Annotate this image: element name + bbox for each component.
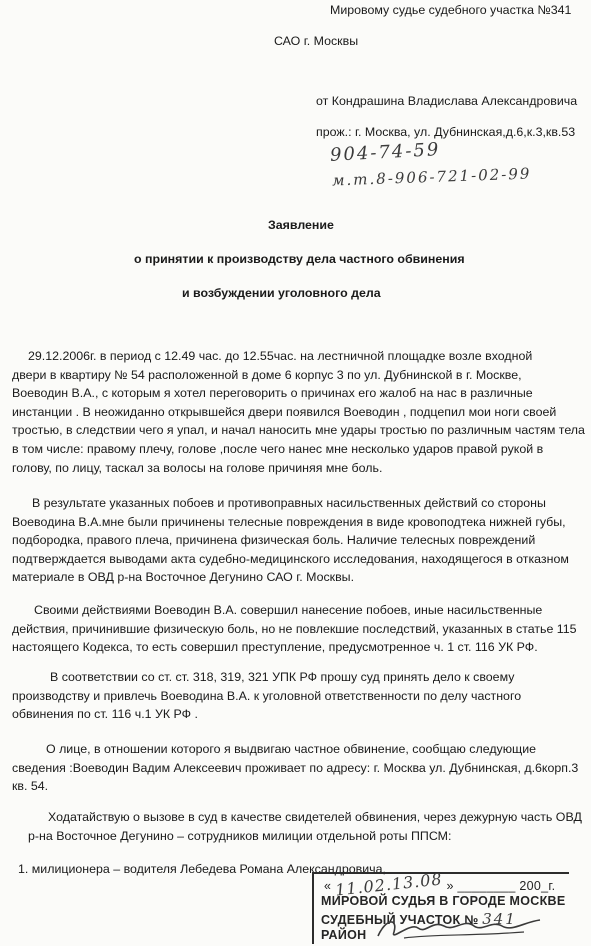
paragraph-line: 29.12.2006г. в период с 12.49 час. до 12.55час. на лестничной площадке возле входной (28, 349, 533, 363)
paragraph-line: тростью, в следствии чего я упал, и начал наносить мне удары тростью по различным частям тела (12, 423, 585, 438)
stamp-court-label: СУДЕБНЫЙ УЧАСТОК № (321, 913, 479, 927)
paragraph-line: настоящего Кодекса, то есть совершил преступление, предусмотренное ч. 1 ст. 116 УК РФ. (12, 640, 538, 655)
paragraph-line: подтверждается выводами акта судебно-медицинского исследования, находящегося в отказном (12, 551, 569, 566)
paragraph-line: 1. милиционера – водителя Лебедева Романа Александровича, (18, 862, 386, 876)
paragraph-2 (12, 494, 580, 587)
paragraph-line: сведения :Воеводин Вадим Алексеевич проживает по адресу: г. Москва ул. Дубнинская, д.6корп.3 (12, 760, 579, 775)
paragraph-line: производству и привлечь Воеводина В.А. к уголовной ответственности по делу частного (12, 688, 522, 703)
from-line: от Кондрашина Владислава Александровича (316, 94, 578, 108)
handwritten-phone-2: м.т.8-906-721-02-99 (331, 164, 532, 190)
paragraph-line: р-на Восточное Дегунино – сотрудников милиции отдельной роты ППСМ: (28, 828, 452, 843)
paragraph-line: В результате указанных побоев и противоправных насильственных действий со стороны (32, 496, 546, 510)
signature-icon (374, 914, 544, 944)
stamp-date-line (324, 869, 556, 900)
paragraph-line: кв. 54. (12, 779, 49, 794)
stamp-court-number: 341 (482, 910, 517, 928)
paragraph-line: в том числе: правому плечу, голове ,после чего нанес мне несколько ударов правой рукой в (12, 441, 544, 456)
paragraph-line: подбородка, правого плеча, причинена физическая боль. Наличие телесных повреждений (12, 533, 536, 548)
document-subtitle-2: и возбуждении уголовного дела (182, 286, 381, 300)
paragraph-5 (12, 740, 580, 796)
paragraph-4 (12, 668, 580, 724)
stamp-line-3: РАЙОН (321, 928, 367, 942)
paragraph-line: двери в квартиру № 54 расположенной в доме 6 корпус 3 по ул. Дубнинской в г. Москве, (12, 367, 522, 382)
paragraph-3 (12, 601, 580, 657)
paragraph-line: инстанции . В неожиданно открывшейся двери появился Воеводин , подцепил мои ноги своей (12, 404, 557, 419)
paragraph-line: обвинения по ст. 116 ч.1 УК РФ . (12, 707, 198, 722)
paragraph-line: голову, по лицу, таскал за волосы на голове причиняя мне боль. (12, 460, 383, 475)
stamp-line-1: МИРОВОЙ СУДЬЯ В ГОРОДЕ МОСКВЕ (321, 894, 566, 908)
paragraph-6 (12, 808, 580, 845)
document-title: Заявление (268, 218, 334, 232)
paragraph-line: Воеводин В.А., с которым я хотел переговорить о причинах его жалоб на нас в различные (12, 386, 533, 401)
paragraph-line: Своими действиями Воеводин В.А. совершил нанесение побоев, иные насильственные (34, 603, 543, 617)
handwritten-phone-1: 904-74-59 (329, 139, 441, 166)
paragraph-1 (12, 347, 585, 477)
court-stamp (312, 869, 569, 944)
stamp-date-handwritten: 11.02.13.08 (334, 869, 444, 900)
document-subtitle-1: о принятии к производству дела частного обвинения (134, 252, 465, 266)
address-line: прож.: г. Москва, ул. Дубнинская,д.6,к.3,кв.53 (316, 125, 576, 139)
paragraph-line: действия, причинившие физическую боль, но не повлекшие последствий, указанных в статье 115 (12, 621, 577, 636)
paragraph-line: В соответствии со ст. ст. 318, 319, 321 УПК РФ прошу суд принять дело к своему (50, 670, 515, 684)
stamp-date-prefix: « (324, 879, 332, 893)
addressee-line-2: САО г. Москвы (274, 34, 359, 48)
paragraph-line: Воеводина В.А.мне были причинены телесные повреждения в виде кровоподтека нижней губы, (12, 514, 566, 529)
paragraph-line: О лице, в отношении которого я выдвигаю частное обвинение, сообщаю следующие (46, 742, 537, 756)
addressee-line-1: Мировому судье судебного участка №341 (330, 3, 572, 17)
stamp-date-suffix: » ________ 200_г. (446, 879, 556, 893)
paragraph-line: Ходатайствую о вызове в суд в качестве свидетелей обвинения, через дежурную часть ОВД (48, 810, 582, 824)
paragraph-line: материале в ОВД р-на Восточное Дегунино САО г. Москвы. (12, 570, 355, 585)
